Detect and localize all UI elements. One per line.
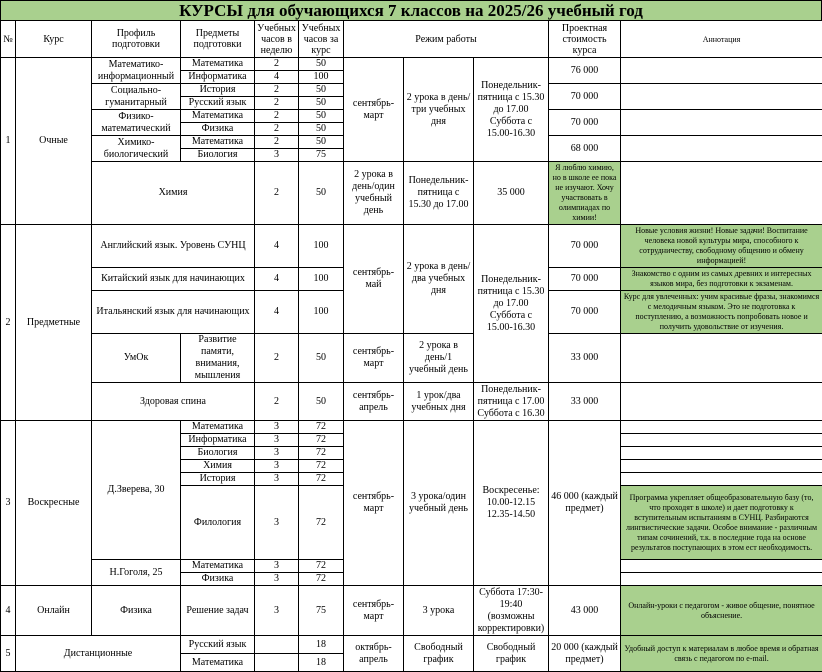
hours-course-cell: 72 <box>299 421 344 434</box>
table-row <box>1 225 822 268</box>
section-num: 2 <box>1 225 16 421</box>
hours-course-cell: 72 <box>299 560 344 573</box>
period-cell: сентябрь-март <box>344 58 404 162</box>
profile-cell: Химико-биологический <box>92 136 181 162</box>
hours-course-cell: 72 <box>299 460 344 473</box>
annotation-cell: Программа укрепляет общеобразовательную базу (то, что проходят в школе) и дает подготовку к вступительным испытаниям в СУНЦ. Разбираются лингвистические задачи. Особое внимание - различным типам сочинений, т.к. в последние года на основе результатов поступающих в этом ест необходимость. <box>621 486 822 560</box>
header-course: Курс <box>16 21 92 58</box>
table-row <box>1 162 822 225</box>
course-label: Итальянский язык для начинающих <box>92 291 255 334</box>
subject-cell: Физика <box>181 573 255 586</box>
period-cell: сентябрь-апрель <box>344 383 404 421</box>
annotation-cell: Я люблю химию, но в школе ее пока не изучают. Хочу участвовать в олимпиадах по химии! <box>549 162 621 225</box>
annotation-cell <box>621 136 822 162</box>
hours-week-cell: 3 <box>255 473 299 486</box>
table-row <box>1 421 822 434</box>
schedule-cell: Понедельник-пятница с 15.30 до 17.00 <box>404 162 474 225</box>
annotation-cell <box>621 447 822 460</box>
section-num: 4 <box>1 586 16 636</box>
subject-cell: Математика <box>181 58 255 71</box>
schedule-cell: Свободный график <box>474 636 549 672</box>
lessons-cell: 3 урока/один учебный день <box>404 421 474 586</box>
hours-course-cell: 50 <box>299 123 344 136</box>
header-cost: Проектная стоимость курса <box>549 21 621 58</box>
hours-week-cell: 4 <box>255 291 299 334</box>
header-hours-course: Учебных часов за курс <box>299 21 344 58</box>
hours-course-cell: 72 <box>299 573 344 586</box>
subject-cell: Биология <box>181 149 255 162</box>
hours-week-cell: 3 <box>255 447 299 460</box>
header-num: № <box>1 21 16 58</box>
lessons-cell: 2 урока в день/три учебных дня <box>404 58 474 162</box>
subject-cell: Математика <box>181 421 255 434</box>
header-annotation: Аннотация <box>621 21 822 58</box>
hours-course-cell: 18 <box>299 636 344 654</box>
schedule-cell: Воскресенье: 10.00-12.15 12.35-14.50 <box>474 421 549 586</box>
course-label: Английский язык. Уровень СУНЦ <box>92 225 255 268</box>
hours-course-cell: 50 <box>299 334 344 383</box>
schedule-cell: Понедельник-пятница с 17.00 Суббота с 16.30 <box>474 383 549 421</box>
lessons-cell: 3 урока <box>404 586 474 636</box>
schedule-cell: Суббота 17:30-19:40 (возможны корректировки) <box>474 586 549 636</box>
annotation-cell: Онлайн-уроки с педагогом - живое общение, понятное объяснение. <box>621 586 822 636</box>
hours-course-cell: 75 <box>299 149 344 162</box>
hours-week-cell: 2 <box>255 136 299 149</box>
cost-cell: 70 000 <box>549 268 621 291</box>
profile-cell: Социально-гуманитарный <box>92 84 181 110</box>
section-course: Предметные <box>16 225 92 421</box>
subject-cell: Биология <box>181 447 255 460</box>
courses-table <box>0 20 822 672</box>
hours-course-cell: 72 <box>299 434 344 447</box>
lessons-cell: 2 урока в день/один учебный день <box>344 162 404 225</box>
hours-course-cell: 50 <box>299 162 344 225</box>
hours-course-cell: 50 <box>299 97 344 110</box>
subject-cell: Физика <box>181 123 255 136</box>
lessons-cell: 2 урока в день/два учебных дня <box>404 225 474 334</box>
section-course: Воскресные <box>16 421 92 586</box>
annotation-cell <box>621 573 822 586</box>
subject-cell: Математика <box>181 654 255 672</box>
hours-course-cell: 100 <box>299 291 344 334</box>
hours-week-cell <box>255 654 299 672</box>
hours-course-cell: 50 <box>299 110 344 123</box>
hours-week-cell: 2 <box>255 97 299 110</box>
section-course: Онлайн <box>16 586 92 636</box>
hours-week-cell: 2 <box>255 58 299 71</box>
period-cell: сентябрь-май <box>344 225 404 334</box>
subject-cell: История <box>181 84 255 97</box>
subject-cell: Математика <box>181 560 255 573</box>
annotation-cell <box>621 460 822 473</box>
subject-cell: Химия <box>181 460 255 473</box>
period-cell: сентябрь-март <box>344 334 404 383</box>
section-num: 1 <box>1 58 16 225</box>
header-mode: Режим работы <box>344 21 549 58</box>
hours-course-cell: 18 <box>299 654 344 672</box>
hours-week-cell: 3 <box>255 421 299 434</box>
location-cell: Н.Гоголя, 25 <box>92 560 181 586</box>
hours-week-cell: 2 <box>255 162 299 225</box>
annotation-cell <box>621 383 822 421</box>
hours-course-cell: 72 <box>299 447 344 460</box>
annotation-cell <box>621 434 822 447</box>
annotation-cell <box>621 58 822 84</box>
table-row <box>1 58 822 71</box>
hours-week-cell: 4 <box>255 71 299 84</box>
subject-cell: Математика <box>181 136 255 149</box>
annotation-cell: Новые условия жизни! Новые задачи! Воспитание человека новой культуры мира, способного к сотрудничеству, свободному общению и обмену информацией! <box>621 225 822 268</box>
cost-cell: 20 000 (каждый предмет) <box>549 636 621 672</box>
chemistry-label: Химия <box>92 162 255 225</box>
hours-course-cell: 100 <box>299 268 344 291</box>
subject-cell: Русский язык <box>181 97 255 110</box>
annotation-cell <box>621 560 822 573</box>
cost-cell: 33 000 <box>549 334 621 383</box>
annotation-cell <box>621 110 822 136</box>
cost-cell: 70 000 <box>549 84 621 110</box>
cost-cell: 43 000 <box>549 586 621 636</box>
hours-week-cell: 3 <box>255 149 299 162</box>
annotation-cell: Удобный доступ к материалам в любое время и обратная связь с педагогом по e-mail. <box>621 636 822 672</box>
cost-cell: 68 000 <box>549 136 621 162</box>
hours-course-cell: 72 <box>299 486 344 560</box>
hours-course-cell: 50 <box>299 58 344 71</box>
hours-course-cell: 75 <box>299 586 344 636</box>
subject-cell: Информатика <box>181 71 255 84</box>
period-cell: сентябрь-март <box>344 586 404 636</box>
hours-week-cell: 2 <box>255 123 299 136</box>
annotation-cell <box>621 421 822 434</box>
hours-week-cell: 2 <box>255 334 299 383</box>
hours-course-cell: 100 <box>299 71 344 84</box>
lessons-cell: 1 урок/два учебных дня <box>404 383 474 421</box>
cost-cell: 70 000 <box>549 110 621 136</box>
schedule-cell: Понедельник-пятница с 15.30 до 17.00 Суббота с 15.00-16.30 <box>474 225 549 383</box>
table-row <box>1 586 822 636</box>
subject-cell: Филология <box>181 486 255 560</box>
subject-cell: Математика <box>181 110 255 123</box>
hours-week-cell: 3 <box>255 586 299 636</box>
subject-cell: Русский язык <box>181 636 255 654</box>
hours-week-cell: 3 <box>255 460 299 473</box>
header-row <box>1 21 822 58</box>
profile-cell: Физико-математический <box>92 110 181 136</box>
subject-cell: Информатика <box>181 434 255 447</box>
cost-cell: 33 000 <box>549 383 621 421</box>
header-profile: Профиль подготовки <box>92 21 181 58</box>
annotation-cell: Курс для увлеченных: учим красивые фразы, знакомимся с мелодичным языком. Это не подготовка к поступлению, а возможность попробовать новое и получить удовольствие от изучения. <box>621 291 822 334</box>
header-hours-week: Учебных часов в неделю <box>255 21 299 58</box>
hours-course-cell: 50 <box>299 84 344 97</box>
annotation-cell <box>621 84 822 110</box>
hours-course-cell: 50 <box>299 383 344 421</box>
section-course: Очные <box>16 58 92 225</box>
annotation-cell: Знакомство с одним из самых древних и интересных языков мира, без подготовки к экзаменам. <box>621 268 822 291</box>
cost-cell: 76 000 <box>549 58 621 84</box>
period-cell: сентябрь-март <box>344 421 404 586</box>
hours-week-cell: 4 <box>255 268 299 291</box>
hours-week-cell: 2 <box>255 84 299 97</box>
hours-week-cell: 2 <box>255 383 299 421</box>
hours-week-cell: 3 <box>255 434 299 447</box>
profile-cell: Физика <box>92 586 181 636</box>
section-course: Дистанционные <box>16 636 181 672</box>
hours-week-cell: 3 <box>255 486 299 560</box>
course-label: Здоровая спина <box>92 383 255 421</box>
header-subjects: Предметы подготовки <box>181 21 255 58</box>
subject-cell: Развитие памяти, внимания, мышления <box>181 334 255 383</box>
section-num: 3 <box>1 421 16 586</box>
hours-week-cell: 3 <box>255 573 299 586</box>
subject-cell: Решение задач <box>181 586 255 636</box>
cost-cell: 35 000 <box>474 162 549 225</box>
lessons-cell: Свободный график <box>404 636 474 672</box>
course-label: УмОк <box>92 334 181 383</box>
hours-week-cell: 2 <box>255 110 299 123</box>
hours-course-cell: 50 <box>299 136 344 149</box>
period-cell: октябрь-апрель <box>344 636 404 672</box>
page-title: КУРСЫ для обучающихся 7 классов на 2025/26 учебный год <box>0 0 822 20</box>
table-row <box>1 334 822 383</box>
annotation-cell <box>621 334 822 383</box>
hours-course-cell: 100 <box>299 225 344 268</box>
cost-cell: 70 000 <box>549 291 621 334</box>
course-label: Китайский язык для начинающих <box>92 268 255 291</box>
cost-cell: 70 000 <box>549 225 621 268</box>
cost-cell: 46 000 (каждый предмет) <box>549 421 621 586</box>
profile-cell: Математико-информационный <box>92 58 181 84</box>
location-cell: Д.Зверева, 30 <box>92 421 181 560</box>
section-num: 5 <box>1 636 16 672</box>
hours-week-cell: 4 <box>255 225 299 268</box>
table-row <box>1 383 822 421</box>
hours-week-cell: 3 <box>255 560 299 573</box>
hours-course-cell: 72 <box>299 473 344 486</box>
lessons-cell: 2 урока в день/1 учебный день <box>404 334 474 383</box>
schedule-cell: Понедельник-пятница с 15.30 до 17.00 Суббота с 15.00-16.30 <box>474 58 549 162</box>
annotation-cell <box>621 473 822 486</box>
subject-cell: История <box>181 473 255 486</box>
